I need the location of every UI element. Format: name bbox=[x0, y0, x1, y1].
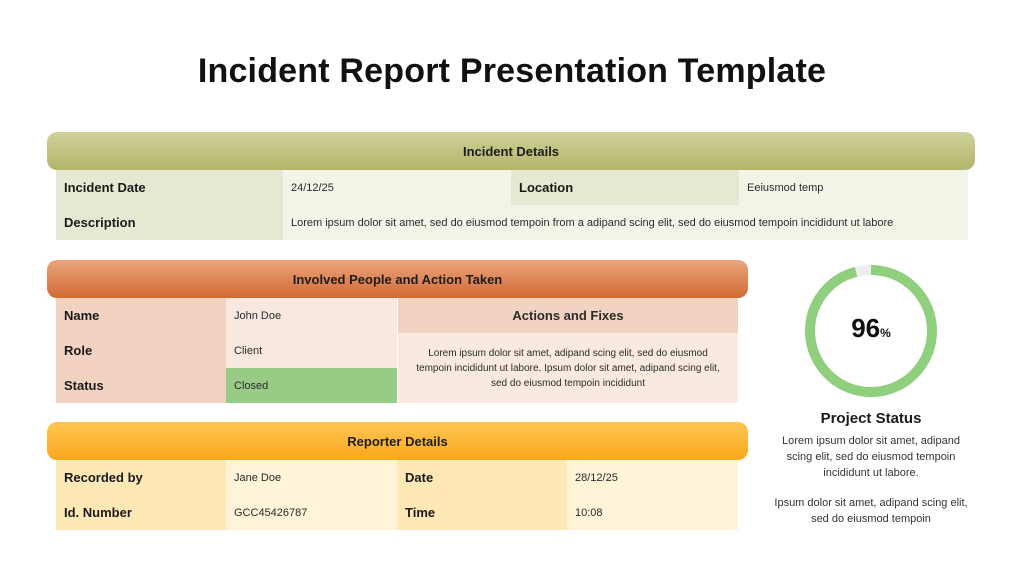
actions-header: Actions and Fixes bbox=[398, 298, 738, 333]
gauge-unit: % bbox=[880, 326, 891, 340]
reporter-date-label: Date bbox=[397, 460, 567, 495]
incident-details-header-label: Incident Details bbox=[462, 143, 560, 159]
id-number-value: GCC45426787 bbox=[226, 495, 397, 530]
time-value: 10:08 bbox=[567, 495, 738, 530]
reporter-date-value: 28/12/25 bbox=[567, 460, 738, 495]
reporter-details-header bbox=[47, 422, 748, 460]
time-label: Time bbox=[397, 495, 567, 530]
actions-text: Lorem ipsum dolor sit amet, adipand scing elit, sed do eiusmod tempoin incididunt ut labore. Ipsum dolor sit amet, adipand scing elit, sed do eiusmod tempoin incididunt bbox=[398, 333, 738, 403]
description-value: Lorem ipsum dolor sit amet, sed do eiusmod tempoin from a adipand scing elit, sed do eiusmod tempoin incididunt ut labore bbox=[283, 205, 968, 240]
name-value: John Doe bbox=[226, 298, 397, 333]
gauge-value bbox=[803, 313, 939, 344]
involved-people-header bbox=[47, 260, 748, 298]
page-title: Incident Report Presentation Template bbox=[197, 52, 827, 90]
description-label: Description bbox=[56, 205, 283, 240]
location-label: Location bbox=[511, 170, 739, 205]
project-status-text-2: Ipsum dolor sit amet, adipand scing elit, sed do eiusmod tempoin bbox=[774, 497, 968, 525]
recorded-by-label: Recorded by bbox=[56, 460, 226, 495]
recorded-by-value: Jane Doe bbox=[226, 460, 397, 495]
reporter-details-header-label: Reporter Details bbox=[347, 433, 448, 449]
name-label: Name bbox=[56, 298, 226, 333]
status-value: Closed bbox=[226, 368, 397, 403]
gauge-number: 96 bbox=[851, 313, 881, 343]
status-label: Status bbox=[56, 368, 226, 403]
project-status-title: Project Status bbox=[820, 410, 922, 427]
role-value: Client bbox=[226, 333, 397, 368]
role-label: Role bbox=[56, 333, 226, 368]
id-number-label: Id. Number bbox=[56, 495, 226, 530]
involved-people-header-label: Involved People and Action Taken bbox=[292, 271, 503, 287]
incident-date-value: 24/12/25 bbox=[283, 170, 511, 205]
incident-details-header bbox=[47, 132, 975, 170]
location-value: Eeiusmod temp bbox=[739, 170, 968, 205]
project-status-text-1: Lorem ipsum dolor sit amet, adipand scing elit, sed do eiusmod tempoin incididunt ut labore. bbox=[782, 435, 960, 479]
incident-date-label: Incident Date bbox=[56, 170, 283, 205]
